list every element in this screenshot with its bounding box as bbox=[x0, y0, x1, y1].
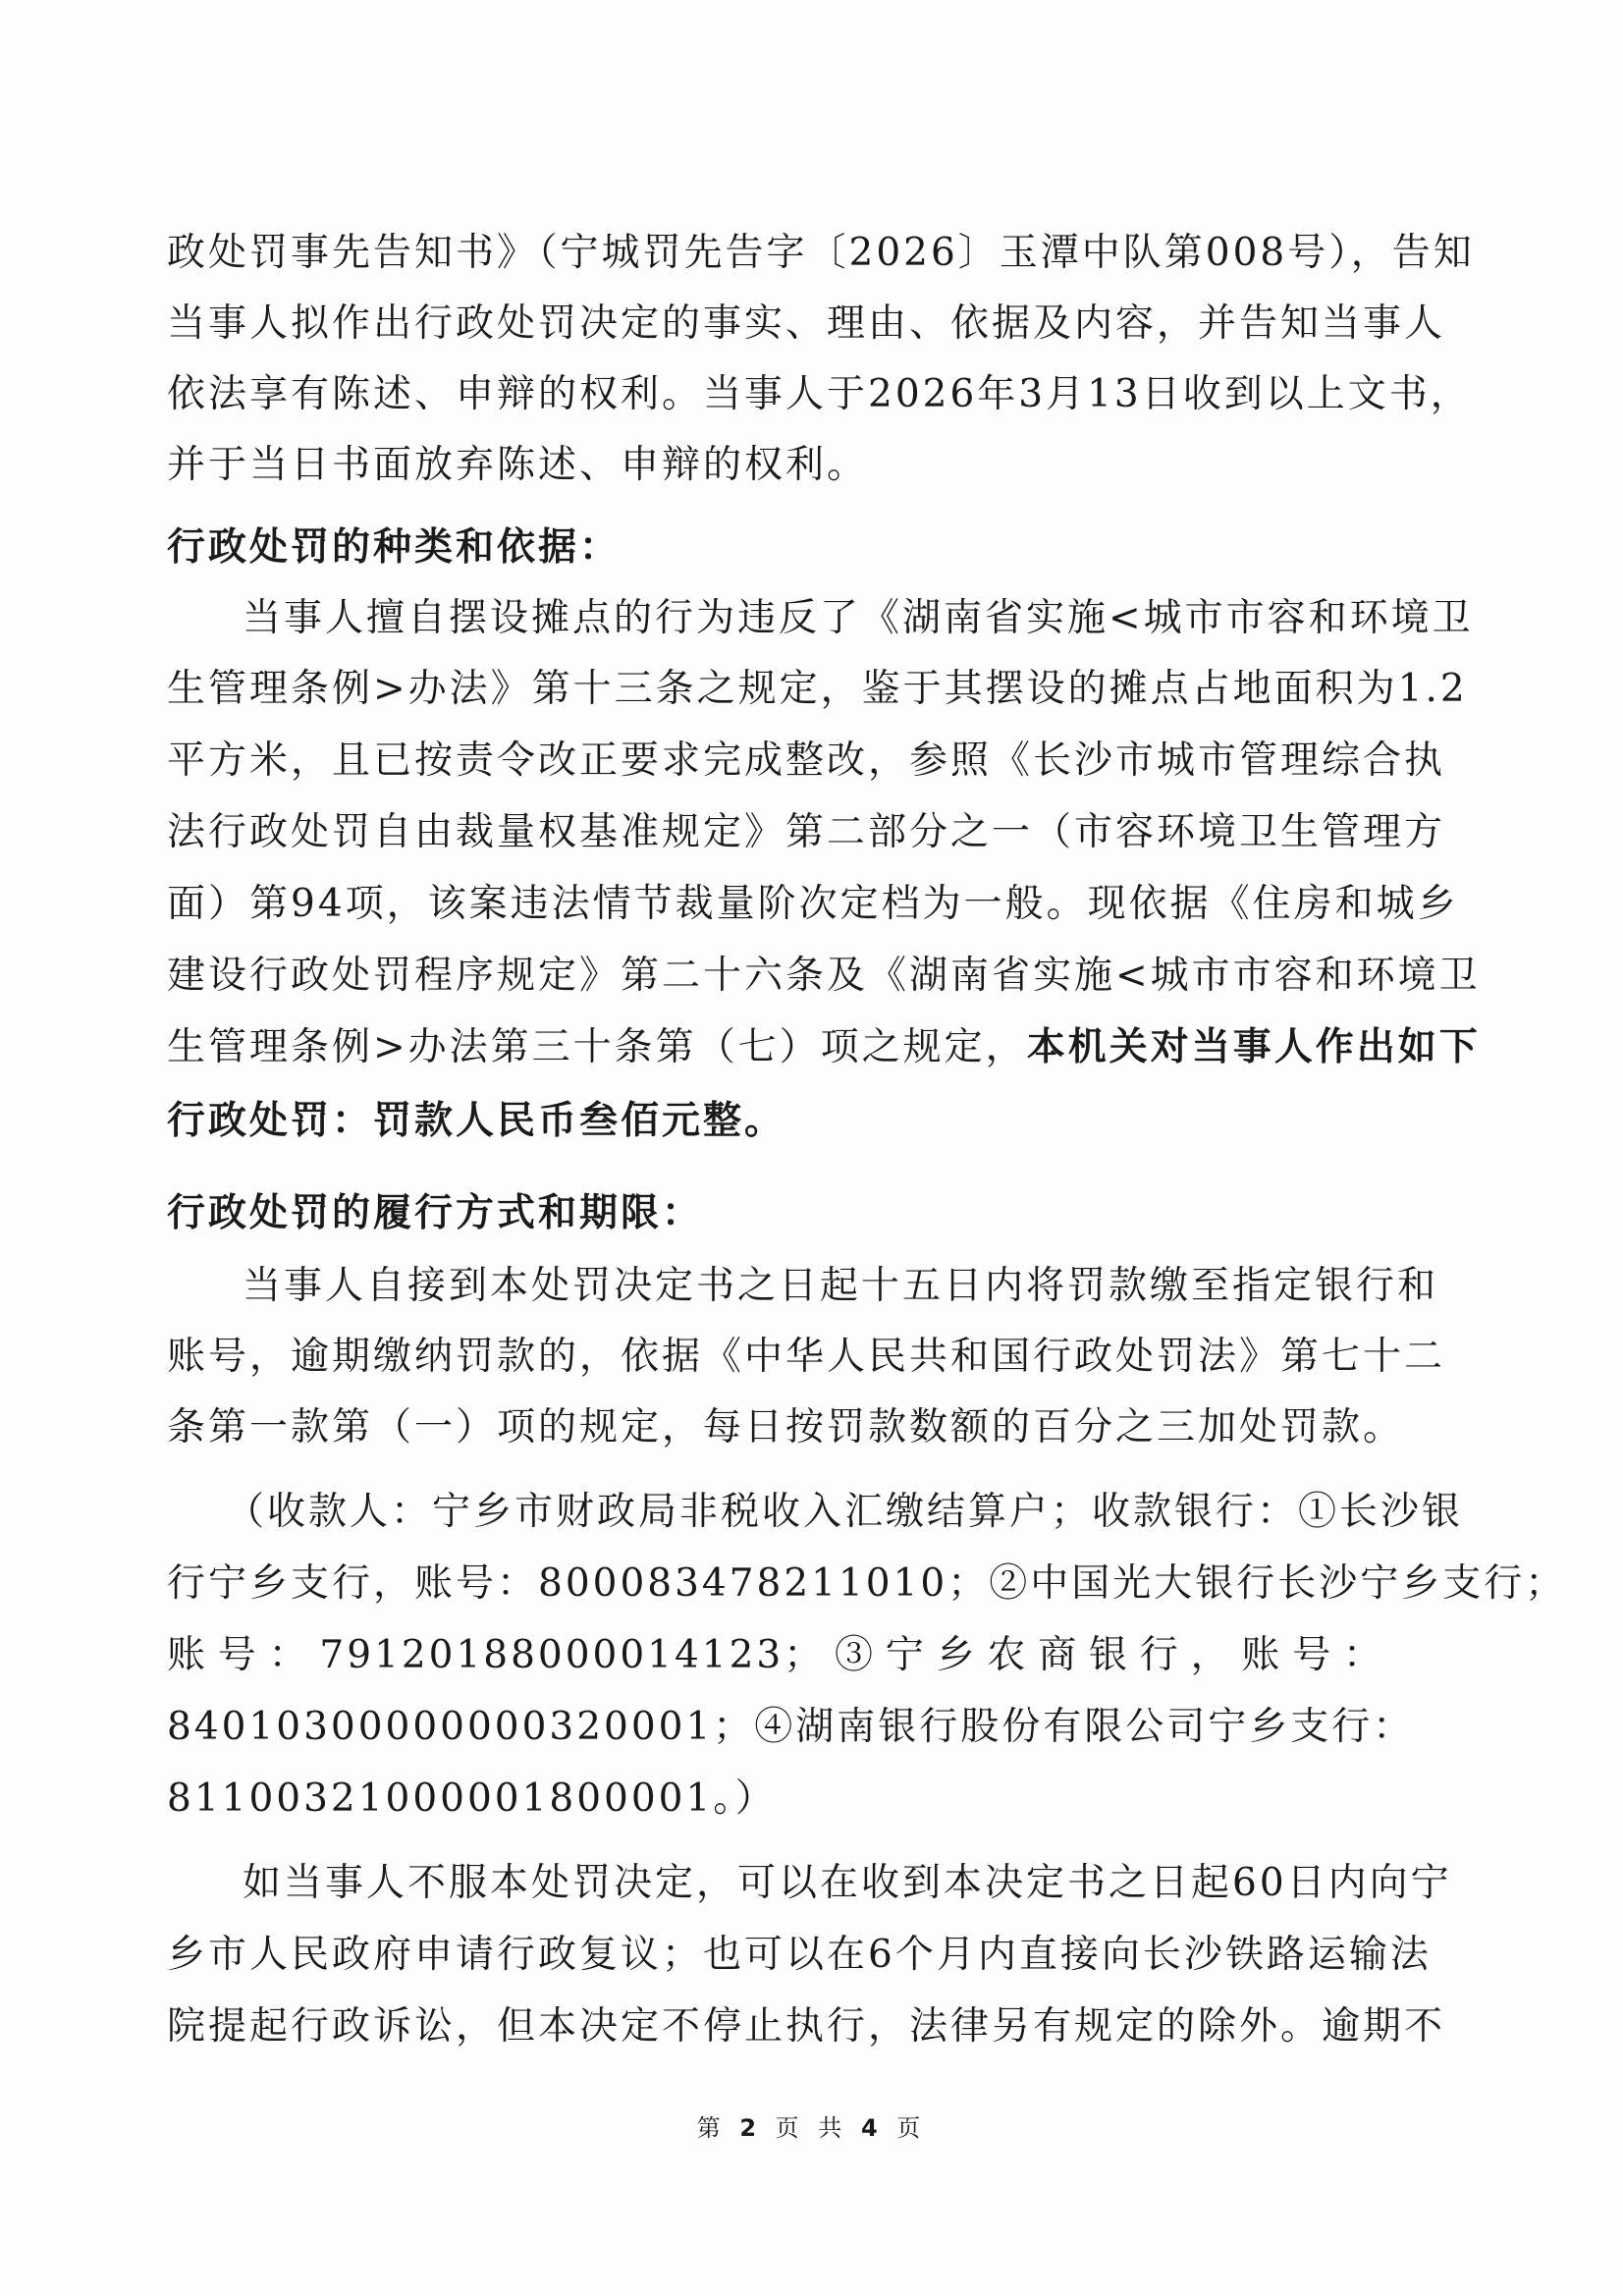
text-line: 生管理条例>办法》第十三条之规定，鉴于其摆设的摊点占地面积为1.2 bbox=[167, 667, 1468, 711]
page-total: 4 bbox=[860, 2114, 884, 2142]
text-line: 账号，逾期缴纳罚款的，依据《中华人民共和国行政处罚法》第七十二 bbox=[167, 1335, 1446, 1379]
text-line: 84010300000000320001；④湖南银行股份有限公司宁乡支行： bbox=[167, 1705, 1415, 1749]
text-line: 乡市人民政府申请行政复议；也可以在6个月内直接向长沙铁路运输法 bbox=[167, 1933, 1432, 1977]
text-line: 条第一款第（一）项的规定，每日按罚款数额的百分之三加处罚款。 bbox=[167, 1405, 1405, 1449]
text-line: 平方米，且已按责令改正要求完成整改，参照《长沙市城市管理综合执 bbox=[167, 738, 1446, 783]
text-line: 当事人擅自摆设摊点的行为违反了《湖南省实施<城市市容和环境卫 bbox=[243, 596, 1474, 640]
penalty-text: 行政处罚：罚款人民币叁佰元整。 bbox=[167, 1099, 786, 1143]
footer-middle: 页 共 bbox=[775, 2114, 848, 2142]
text-line: （收款人：宁乡市财政局非税收入汇缴结算户；收款银行：①长沙银 bbox=[226, 1490, 1464, 1534]
page-number: 2 bbox=[739, 2114, 763, 2142]
text-line: 法行政处罚自由裁量权基准规定》第二部分之一（市容环境卫生管理方 bbox=[167, 810, 1446, 854]
decision-text: 本机关对当事人作出如下 bbox=[1026, 1025, 1481, 1069]
text-line: 行宁乡支行，账号：800083478211010；②中国光大银行长沙宁乡支行； bbox=[167, 1561, 1567, 1606]
text-line: 当事人拟作出行政处罚决定的事实、理由、依据及内容，并告知当事人 bbox=[167, 301, 1446, 346]
text-line: 建设行政处罚程序规定》第二十六条及《湖南省实施<城市市容和环境卫 bbox=[167, 954, 1481, 998]
text-line: 依法享有陈述、申辩的权利。当事人于2026年3月13日收到以上文书， bbox=[167, 372, 1472, 416]
text-line: 院提起行政诉讼，但本决定不停止执行，法律另有规定的除外。逾期不 bbox=[167, 2004, 1446, 2049]
footer-prefix: 第 bbox=[696, 2114, 727, 2142]
text-line: 并于当日书面放弃陈述、申辩的权利。 bbox=[167, 443, 869, 487]
text-line: 如当事人不服本处罚决定，可以在收到本决定书之日起60日内向宁 bbox=[243, 1861, 1452, 1905]
text-line: 81100321000001800001。） bbox=[167, 1777, 777, 1821]
text-line: 面）第94项，该案违法情节裁量阶次定档为一般。现依据《住房和城乡 bbox=[167, 882, 1459, 926]
footer-suffix: 页 bbox=[896, 2114, 927, 2142]
page-footer bbox=[0, 2111, 1623, 2145]
text-run: 生管理条例>办法第三十条第（七）项之规定， bbox=[167, 1025, 1027, 1069]
text-line: 当事人自接到本处罚决定书之日起十五日内将罚款缴至指定银行和 bbox=[243, 1264, 1439, 1308]
text-line bbox=[167, 1018, 1481, 1077]
section-heading-kind-basis: 行政处罚的种类和依据： bbox=[167, 525, 622, 570]
section-heading-manner: 行政处罚的履行方式和期限： bbox=[167, 1191, 704, 1235]
text-line: 账号：79120188000014123；③宁乡农商银行，账号： bbox=[167, 1633, 1384, 1677]
text-line: 政处罚事先告知书》（宁城罚先告字〔2026〕玉潭中队第008号），告知 bbox=[167, 231, 1475, 275]
